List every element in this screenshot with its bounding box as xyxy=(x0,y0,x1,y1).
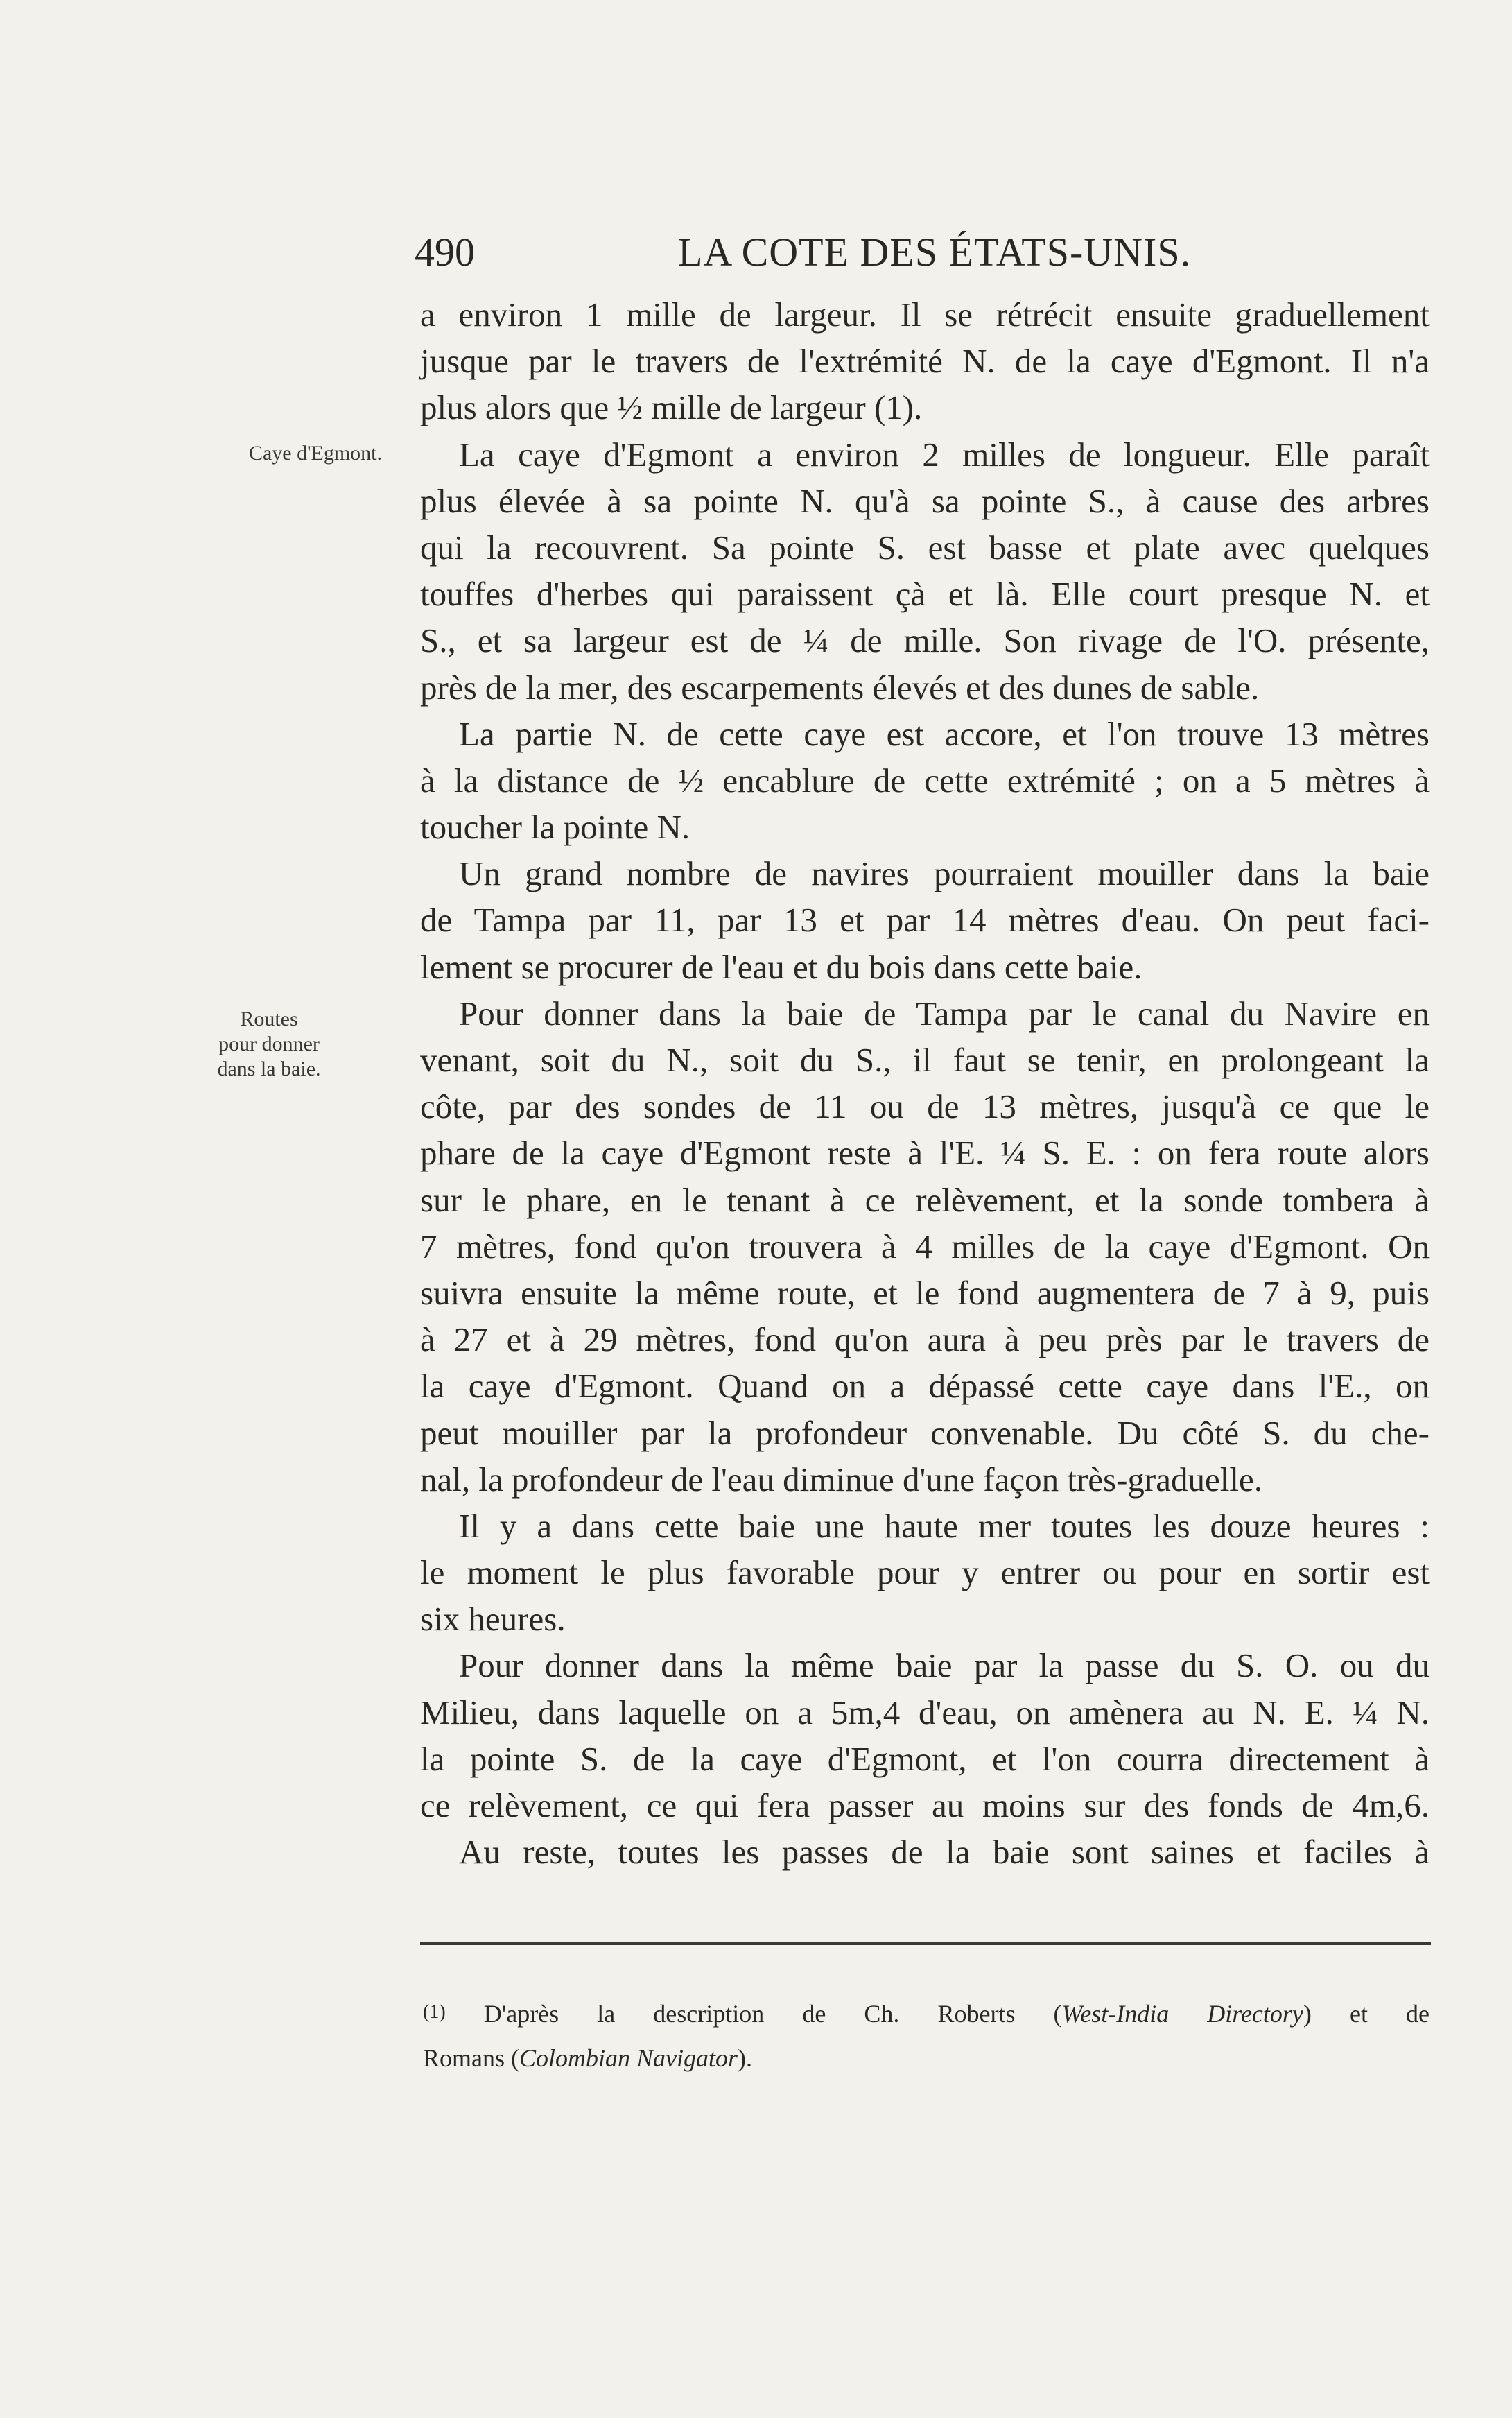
text-line: peut mouiller par la profondeur convenable. Du côté S. du che- xyxy=(420,1413,1430,1452)
page-number: 490 xyxy=(415,230,475,275)
text-line: côte, par des sondes de 11 ou de 13 mètres, jusqu'à ce que le xyxy=(420,1087,1430,1126)
text-line: plus élevée à sa pointe N. qu'à sa pointe S., à cause des arbres xyxy=(420,481,1430,520)
text-line: de Tampa par 11, par 13 et par 14 mètres d'eau. On peut faci- xyxy=(420,901,1430,940)
text-line: La caye d'Egmont a environ 2 milles de longueur. Elle paraît xyxy=(459,435,1430,474)
footnote-marker: (1) xyxy=(423,2001,446,2023)
text-line: suivra ensuite la même route, et le fond augmentera de 7 à 9, puis xyxy=(420,1273,1430,1312)
running-title: LA COTE DES ÉTATS-UNIS. xyxy=(678,230,1192,275)
text-line: la pointe S. de la caye d'Egmont, et l'on courra directement à xyxy=(420,1739,1430,1778)
text-line: Pour donner dans la baie de Tampa par le canal du Navire en xyxy=(459,994,1430,1033)
body-text xyxy=(420,291,1430,1875)
footnote-text: Romans ( xyxy=(423,2044,519,2072)
footnote-source-title: West-India Directory xyxy=(1061,2000,1303,2028)
footnote-text: ). xyxy=(738,2044,753,2072)
text-line: jusque par le travers de l'extrémité N. de la caye d'Egmont. Il n'a xyxy=(420,342,1430,381)
footnote xyxy=(423,1990,1430,2080)
text-line: Pour donner dans la même baie par la passe du S. O. ou du xyxy=(459,1646,1430,1685)
margin-note-routes xyxy=(168,1007,370,1082)
text-line: nal, la profondeur de l'eau diminue d'une façon très-graduelle. xyxy=(420,1460,1262,1499)
text-line: phare de la caye d'Egmont reste à l'E. ¼ S. E. : on fera route alors xyxy=(420,1134,1430,1173)
footnote-divider xyxy=(420,1942,1431,1945)
text-line: Un grand nombre de navires pourraient mouiller dans la baie xyxy=(459,854,1430,893)
text-line: Il y a dans cette baie une haute mer toutes les douze heures : xyxy=(459,1506,1430,1545)
text-line: toucher la pointe N. xyxy=(420,808,690,847)
text-line: 7 mètres, fond qu'on trouvera à 4 milles de la caye d'Egmont. On xyxy=(420,1227,1430,1266)
text-line: qui la recouvrent. Sa pointe S. est basse et plate avec quelques xyxy=(420,528,1430,567)
text-line: la caye d'Egmont. Quand on a dépassé cette caye dans l'E., on xyxy=(420,1367,1430,1406)
text-line: à la distance de ½ encablure de cette extrémité ; on a 5 mètres à xyxy=(420,761,1430,800)
text-line: ce relèvement, ce qui fera passer au moins sur des fonds de 4m,6. xyxy=(420,1786,1430,1824)
text-line: lement se procurer de l'eau et du bois dans cette baie. xyxy=(420,947,1142,986)
margin-note-routes-line: Routes xyxy=(240,1008,298,1030)
text-line: Milieu, dans laquelle on a 5m,4 d'eau, on amènera au N. E. ¼ N. xyxy=(420,1693,1430,1732)
footnote-line xyxy=(423,1990,1430,2036)
text-line: S., et sa largeur est de ¼ de mille. Son rivage de l'O. présente, xyxy=(420,621,1430,660)
text-line: a environ 1 mille de largeur. Il se rétrécit ensuite graduellement xyxy=(420,295,1430,334)
text-line: sur le phare, en le tenant à ce relèvement, et la sonde tombera à xyxy=(420,1180,1430,1219)
text-line: touffes d'herbes qui paraissent çà et là. Elle court presque N. et xyxy=(420,575,1430,614)
footnote-text: D'après la description de Ch. Roberts ( xyxy=(483,2000,1062,2028)
footnote-text: ) et de xyxy=(1303,2000,1430,2028)
text-line: près de la mer, des escarpements élevés et des dunes de sable. xyxy=(420,668,1260,707)
margin-note-routes-line: pour donner xyxy=(218,1033,320,1055)
footnote-source-title: Colombian Navigator xyxy=(519,2044,738,2072)
margin-note-caye: Caye d'Egmont. xyxy=(248,442,382,465)
text-line: venant, soit du N., soit du S., il faut se tenir, en prolongeant la xyxy=(420,1041,1430,1079)
footnote-line xyxy=(423,2036,1430,2080)
text-line: six heures. xyxy=(420,1600,566,1639)
text-line: Au reste, toutes les passes de la baie sont saines et faciles à xyxy=(459,1833,1430,1872)
text-line: à 27 et à 29 mètres, fond qu'on aura à peu près par le travers de xyxy=(420,1320,1430,1359)
text-line: le moment le plus favorable pour y entrer ou pour en sortir est xyxy=(420,1553,1430,1592)
text-line: La partie N. de cette caye est accore, et l'on trouve 13 mètres xyxy=(459,714,1430,753)
text-line: plus alors que ½ mille de largeur (1). xyxy=(420,388,923,427)
margin-note-routes-line: dans la baie. xyxy=(217,1057,321,1080)
running-header xyxy=(415,223,1432,282)
